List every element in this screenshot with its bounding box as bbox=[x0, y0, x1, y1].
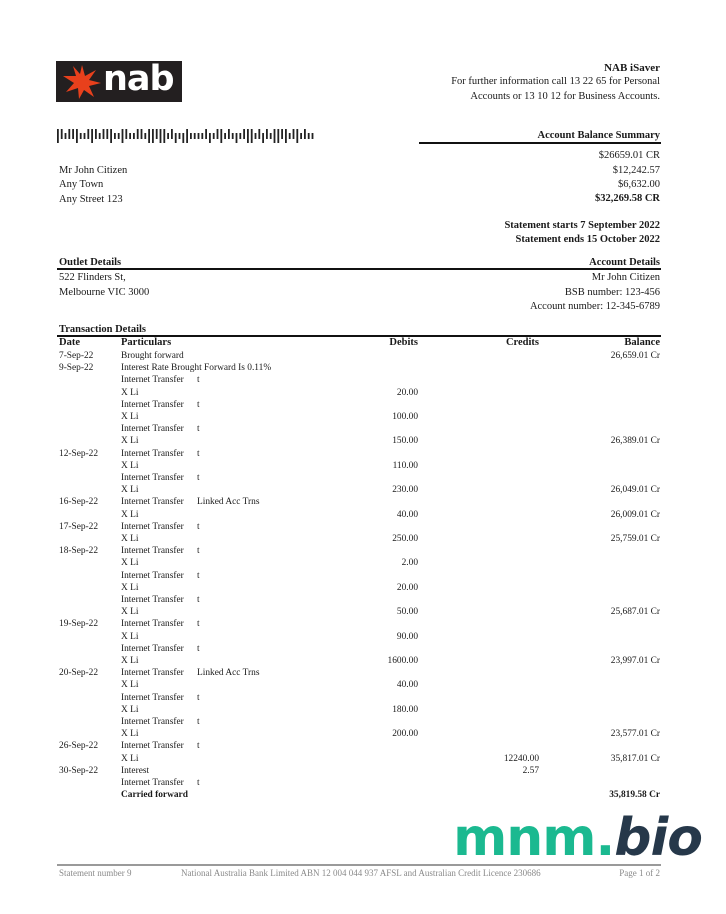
barcode-bar bbox=[194, 133, 196, 139]
barcode-bar bbox=[293, 129, 295, 139]
tx-particulars: X Li bbox=[121, 754, 139, 764]
outlet-address-line: 522 Flinders St, bbox=[59, 272, 126, 283]
nab-star-icon bbox=[62, 64, 102, 100]
tx-balance: 23,577.01 Cr bbox=[610, 729, 660, 739]
statement-start: Statement starts 7 September 2022 bbox=[504, 220, 660, 231]
tx-credit: 2.57 bbox=[522, 766, 539, 776]
customer-name: Mr John Citizen bbox=[59, 165, 128, 176]
tx-balance: 26,009.01 Cr bbox=[610, 510, 660, 520]
tx-particulars: Internet Transfer bbox=[121, 473, 184, 483]
barcode-bar bbox=[118, 133, 120, 139]
tx-particulars: X Li bbox=[121, 583, 139, 593]
tx-balance: 35,817.01 Cr bbox=[610, 754, 660, 764]
balance-summary-line: $12,242.57 bbox=[612, 165, 660, 176]
tx-balance: 35,819.58 Cr bbox=[609, 790, 660, 800]
tx-particulars: Internet Transfer bbox=[121, 717, 184, 727]
tx-particulars: Internet Transfer bbox=[121, 778, 184, 788]
barcode-bar bbox=[87, 129, 89, 139]
account-holder: Mr John Citizen bbox=[591, 272, 660, 283]
tx-particulars-detail: t bbox=[197, 522, 200, 532]
tx-particulars: Internet Transfer bbox=[121, 644, 184, 654]
tx-particulars: X Li bbox=[121, 558, 139, 568]
tx-debit: 230.00 bbox=[392, 485, 418, 495]
balance-summary-total: $32,269.58 CR bbox=[594, 193, 660, 204]
tx-particulars: Internet Transfer bbox=[121, 375, 184, 385]
tx-particulars: Interest Rate Brought Forward Is 0.11% bbox=[121, 363, 272, 373]
contact-info-line-1: For further information call 13 22 65 for Personal bbox=[451, 76, 660, 87]
barcode-bar bbox=[236, 133, 238, 143]
barcode-bar bbox=[99, 133, 101, 139]
column-header-credits: Credits bbox=[505, 337, 539, 348]
tx-particulars: Internet Transfer bbox=[121, 497, 184, 507]
tx-balance: 23,997.01 Cr bbox=[610, 656, 660, 666]
barcode-bar bbox=[76, 129, 78, 143]
watermark-text-primary: mnm. bbox=[453, 808, 615, 868]
legal-notice: National Australia Bank Limited ABN 12 004 044 937 AFSL and Australian Credit Licence 230686 bbox=[181, 868, 541, 878]
column-header-balance: Balance bbox=[624, 337, 660, 348]
tx-date: 9-Sep-22 bbox=[59, 363, 94, 373]
customer-address-line: Any Street 123 bbox=[59, 194, 123, 205]
transaction-details-title: Transaction Details bbox=[59, 324, 147, 335]
barcode-bar bbox=[144, 133, 146, 139]
tx-date: 12-Sep-22 bbox=[59, 449, 99, 459]
tx-particulars: Internet Transfer bbox=[121, 424, 184, 434]
barcode-bar bbox=[220, 129, 222, 143]
outlet-details-title: Outlet Details bbox=[59, 257, 122, 268]
tx-particulars: Internet Transfer bbox=[121, 619, 184, 629]
barcode-bar bbox=[285, 129, 287, 143]
tx-date: 20-Sep-22 bbox=[59, 668, 99, 678]
customer-address-line: Any Town bbox=[59, 179, 104, 190]
tx-particulars-detail: t bbox=[197, 595, 200, 605]
barcode-bar bbox=[198, 133, 200, 139]
barcode-bar bbox=[167, 133, 169, 139]
tx-particulars-detail: t bbox=[197, 619, 200, 629]
tx-balance: 26,659.01 Cr bbox=[610, 351, 660, 361]
account-number: Account number: 12-345-6789 bbox=[529, 301, 660, 312]
barcode-bar bbox=[262, 133, 264, 143]
account-details-title: Account Details bbox=[589, 257, 660, 268]
page-number: Page 1 of 2 bbox=[619, 868, 660, 878]
tx-balance: 26,049.01 Cr bbox=[610, 485, 660, 495]
tx-particulars-detail: t bbox=[197, 717, 200, 727]
tx-particulars-detail: Linked Acc Trns bbox=[197, 668, 260, 678]
tx-particulars: X Li bbox=[121, 534, 139, 544]
tx-debit: 250.00 bbox=[392, 534, 418, 544]
barcode-bar bbox=[152, 129, 154, 143]
tx-particulars-detail: t bbox=[197, 693, 200, 703]
barcode-bar bbox=[148, 129, 150, 143]
barcode-bar bbox=[65, 133, 67, 139]
tx-particulars: X Li bbox=[121, 680, 139, 690]
barcode-bar bbox=[228, 129, 230, 139]
barcode-bar bbox=[114, 133, 116, 139]
barcode-bar bbox=[61, 129, 63, 139]
tx-balance: 25,759.01 Cr bbox=[610, 534, 660, 544]
tx-particulars-detail: t bbox=[197, 644, 200, 654]
tx-particulars: X Li bbox=[121, 412, 139, 422]
tx-particulars: Internet Transfer bbox=[121, 668, 184, 678]
tx-particulars-detail: t bbox=[197, 741, 200, 751]
tx-date: 19-Sep-22 bbox=[59, 619, 99, 629]
tx-particulars: Internet Transfer bbox=[121, 522, 184, 532]
tx-debit: 180.00 bbox=[392, 705, 418, 715]
column-header-particulars: Particulars bbox=[121, 337, 172, 348]
barcode-bar bbox=[91, 129, 93, 143]
tx-particulars-detail: t bbox=[197, 375, 200, 385]
balance-summary-title: Account Balance Summary bbox=[537, 130, 660, 141]
tx-debit: 100.00 bbox=[392, 412, 418, 422]
barcode-bar bbox=[80, 133, 82, 139]
tx-particulars: X Li bbox=[121, 705, 139, 715]
tx-particulars: X Li bbox=[121, 485, 139, 495]
barcode-bar bbox=[213, 133, 215, 139]
tx-particulars-detail: t bbox=[197, 400, 200, 410]
tx-debit: 20.00 bbox=[396, 583, 418, 593]
tx-particulars: Interest bbox=[121, 766, 150, 776]
balance-summary-divider bbox=[419, 142, 661, 144]
tx-debit: 110.00 bbox=[392, 461, 418, 471]
barcode-bar bbox=[296, 129, 298, 143]
barcode-bar bbox=[258, 129, 260, 139]
barcode-bar bbox=[289, 133, 291, 139]
barcode-bar bbox=[232, 133, 234, 139]
tx-particulars-detail: Linked Acc Trns bbox=[197, 497, 260, 507]
tx-particulars-detail: t bbox=[197, 546, 200, 556]
barcode-bar bbox=[156, 129, 158, 139]
barcode-bar bbox=[243, 129, 245, 139]
barcode-bar bbox=[209, 133, 211, 143]
barcode-bar bbox=[182, 133, 184, 143]
tx-particulars: Brought forward bbox=[121, 351, 184, 361]
tx-balance: 25,687.01 Cr bbox=[610, 607, 660, 617]
tx-particulars: Internet Transfer bbox=[121, 741, 184, 751]
watermark bbox=[453, 808, 702, 868]
tx-date: 17-Sep-22 bbox=[59, 522, 99, 532]
barcode-bar bbox=[205, 129, 207, 139]
tx-particulars: Internet Transfer bbox=[121, 449, 184, 459]
barcode-bar bbox=[239, 133, 241, 139]
tx-particulars-detail: t bbox=[197, 571, 200, 581]
barcode-bar bbox=[281, 129, 283, 139]
barcode-bar bbox=[122, 129, 124, 143]
barcode-bar bbox=[190, 133, 192, 139]
barcode-bar bbox=[141, 129, 143, 139]
postal-barcode bbox=[57, 129, 319, 143]
tx-debit: 150.00 bbox=[392, 436, 418, 446]
tx-balance: 26,389.01 Cr bbox=[610, 436, 660, 446]
tx-particulars: Carried forward bbox=[121, 790, 188, 800]
statement-number: Statement number 9 bbox=[59, 868, 132, 878]
barcode-bar bbox=[270, 133, 272, 139]
details-divider bbox=[57, 268, 661, 270]
barcode-bar bbox=[312, 133, 314, 139]
tx-credit: 12240.00 bbox=[503, 754, 539, 764]
barcode-bar bbox=[163, 129, 165, 143]
tx-debit: 200.00 bbox=[392, 729, 418, 739]
barcode-bar bbox=[186, 129, 188, 143]
tx-particulars: X Li bbox=[121, 607, 139, 617]
tx-particulars-detail: t bbox=[197, 473, 200, 483]
barcode-bar bbox=[179, 133, 181, 139]
tx-particulars-detail: t bbox=[197, 449, 200, 459]
statement-end: Statement ends 15 October 2022 bbox=[515, 234, 660, 245]
barcode-bar bbox=[175, 133, 177, 143]
tx-particulars: Internet Transfer bbox=[121, 571, 184, 581]
tx-particulars: X Li bbox=[121, 729, 139, 739]
barcode-bar bbox=[300, 133, 302, 139]
barcode-bar bbox=[255, 133, 257, 139]
tx-particulars: Internet Transfer bbox=[121, 595, 184, 605]
tx-particulars: X Li bbox=[121, 510, 139, 520]
tx-debit: 40.00 bbox=[396, 510, 418, 520]
barcode-bar bbox=[106, 129, 108, 139]
barcode-bar bbox=[129, 133, 131, 139]
nab-logo bbox=[56, 61, 182, 102]
tx-date: 26-Sep-22 bbox=[59, 741, 99, 751]
tx-date: 30-Sep-22 bbox=[59, 766, 99, 776]
balance-summary-line: $26659.01 CR bbox=[598, 150, 660, 161]
barcode-bar bbox=[160, 129, 162, 143]
tx-particulars: Internet Transfer bbox=[121, 693, 184, 703]
tx-debit: 2.00 bbox=[401, 558, 418, 568]
tx-debit: 1600.00 bbox=[387, 656, 418, 666]
tx-particulars: Internet Transfer bbox=[121, 546, 184, 556]
tx-date: 18-Sep-22 bbox=[59, 546, 99, 556]
barcode-bar bbox=[103, 129, 105, 139]
barcode-bar bbox=[266, 129, 268, 139]
tx-particulars: X Li bbox=[121, 632, 139, 642]
outlet-address-line: Melbourne VIC 3000 bbox=[59, 287, 150, 298]
barcode-bar bbox=[171, 129, 173, 139]
barcode-bar bbox=[247, 129, 249, 143]
tx-debit: 50.00 bbox=[396, 607, 418, 617]
column-header-date: Date bbox=[59, 337, 80, 348]
contact-info-line-2: Accounts or 13 10 12 for Business Accounts. bbox=[470, 91, 660, 102]
bsb-number: BSB number: 123-456 bbox=[564, 287, 660, 298]
tx-debit: 90.00 bbox=[396, 632, 418, 642]
barcode-bar bbox=[308, 133, 310, 139]
tx-particulars: Internet Transfer bbox=[121, 400, 184, 410]
barcode-bar bbox=[277, 129, 279, 143]
barcode-bar bbox=[251, 129, 253, 143]
barcode-bar bbox=[133, 133, 135, 139]
tx-debit: 40.00 bbox=[396, 680, 418, 690]
barcode-bar bbox=[95, 129, 97, 139]
tx-particulars: X Li bbox=[121, 656, 139, 666]
barcode-bar bbox=[137, 129, 139, 139]
balance-summary-line: $6,632.00 bbox=[618, 179, 660, 190]
barcode-bar bbox=[217, 129, 219, 139]
barcode-bar bbox=[304, 129, 306, 139]
barcode-bar bbox=[57, 129, 59, 143]
barcode-bar bbox=[224, 133, 226, 139]
tx-particulars-detail: t bbox=[197, 778, 200, 788]
column-header-debits: Debits bbox=[389, 337, 418, 348]
tx-date: 7-Sep-22 bbox=[59, 351, 94, 361]
nab-wordmark: nab bbox=[103, 59, 174, 99]
product-name: NAB iSaver bbox=[604, 62, 660, 74]
tx-particulars: X Li bbox=[121, 436, 139, 446]
barcode-bar bbox=[68, 129, 70, 139]
barcode-bar bbox=[84, 133, 86, 139]
tx-particulars: X Li bbox=[121, 461, 139, 471]
tx-particulars-detail: t bbox=[197, 424, 200, 434]
barcode-bar bbox=[110, 129, 112, 143]
barcode-bar bbox=[125, 129, 127, 139]
barcode-bar bbox=[201, 133, 203, 139]
tx-particulars: X Li bbox=[121, 388, 139, 398]
tx-date: 16-Sep-22 bbox=[59, 497, 99, 507]
barcode-bar bbox=[274, 129, 276, 143]
tx-debit: 20.00 bbox=[396, 388, 418, 398]
barcode-bar bbox=[72, 129, 74, 139]
watermark-text-secondary: bio bbox=[614, 808, 702, 868]
